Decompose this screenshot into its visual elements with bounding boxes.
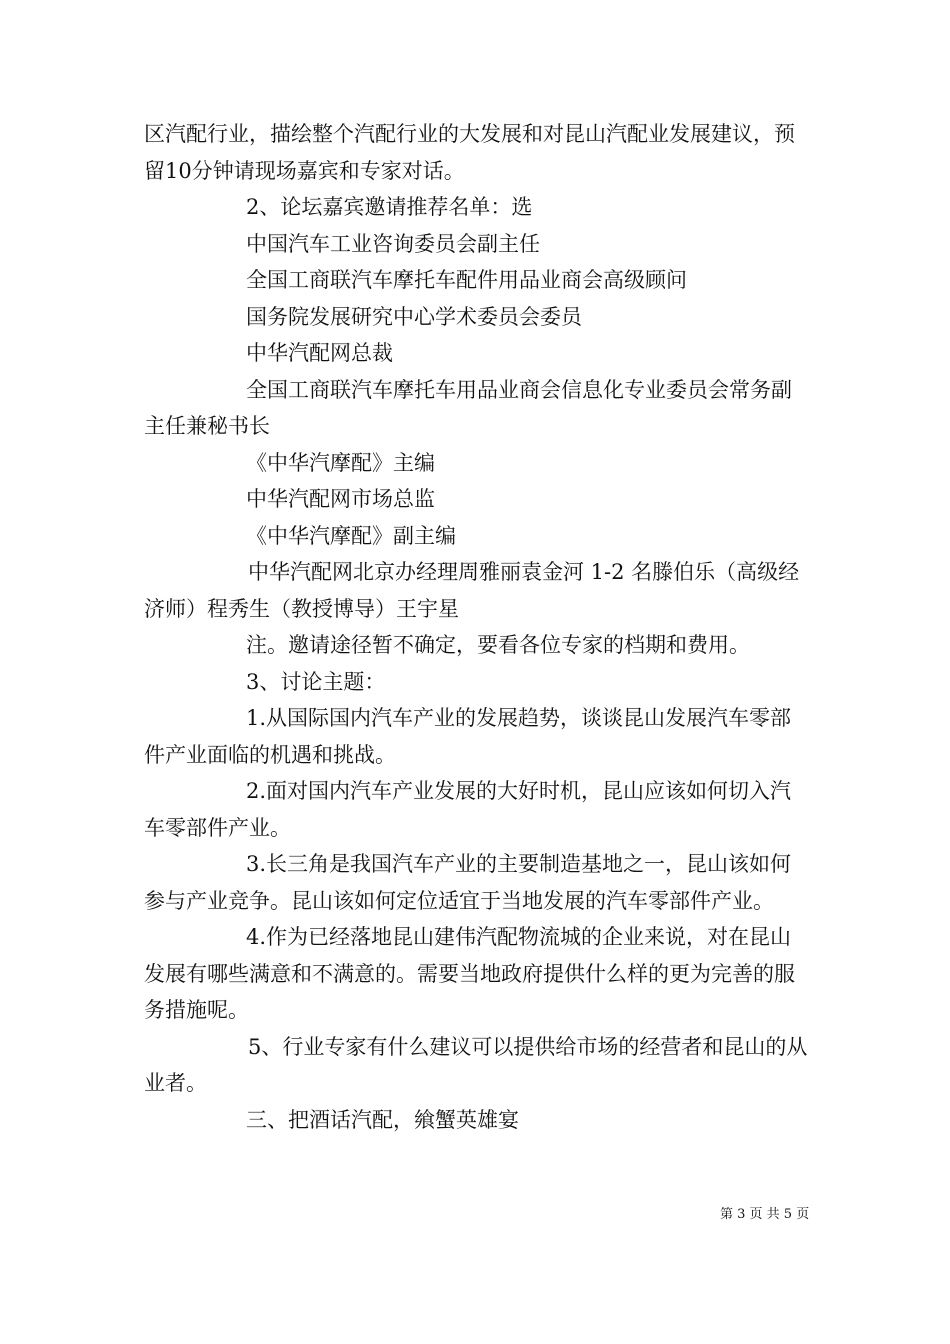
paragraph: 国务院发展研究中心学术委员会委员 bbox=[246, 304, 582, 329]
paragraph: 4.作为已经落地昆山建伟汽配物流城的企业来说，对在昆山发展有哪些满意和不满意的。需要当地政府提供什么样的更为完善的服务措施呢。 bbox=[144, 925, 795, 1022]
paragraph: 2.面对国内汽车产业发展的大好时机，昆山应该如何切入汽车零部件产业。 bbox=[144, 779, 792, 840]
paragraph: 注。邀请途径暂不确定，要看各位专家的档期和费用。 bbox=[246, 633, 750, 657]
paragraph: 3.长三角是我国汽车产业的主要制造基地之一，昆山该如何参与产业竞争。昆山该如何定位适宜于当地发展的汽车零部件产业。 bbox=[144, 852, 792, 913]
paragraph: 中华汽配网总裁 bbox=[246, 341, 393, 365]
paragraph: 全国工商联汽车摩托车配件用品业商会高级顾问 bbox=[246, 268, 687, 292]
paragraph: 全国工商联汽车摩托车用品业商会信息化专业委员会常务副主任兼秘书长 bbox=[144, 377, 792, 438]
paragraph: 《中华汽摩配》副主编 bbox=[246, 523, 456, 548]
paragraph: 三、把酒话汽配，飨蟹英雄宴 bbox=[246, 1107, 519, 1132]
paragraph: 5、行业专家有什么建议可以提供给市场的经营者和昆山的从业者。 bbox=[144, 1034, 808, 1095]
paragraph: 中国汽车工业咨询委员会副主任 bbox=[246, 231, 540, 256]
page-number-footer: 第 3 页 共 5 页 bbox=[720, 1207, 810, 1222]
paragraph: 区汽配行业，描绘整个汽配行业的大发展和对昆山汽配业发展建议，预留10分钟请现场嘉宾和专家对话。 bbox=[144, 122, 795, 183]
paragraph: 2、论坛嘉宾邀请推荐名单：选 bbox=[246, 195, 533, 219]
paragraph: 1.从国际国内汽车产业的发展趋势，谈谈昆山发展汽车零部件产业面临的机遇和挑战。 bbox=[144, 706, 792, 767]
paragraph: 3、讨论主题： bbox=[246, 669, 386, 694]
document-body bbox=[144, 116, 812, 1138]
paragraph: 《中华汽摩配》主编 bbox=[246, 450, 435, 475]
paragraph: 中华汽配网北京办经理周雅丽袁金河 1-2 名滕伯乐（高级经济师）程秀生（教授博导）王宇星 bbox=[144, 560, 800, 621]
paragraph: 中华汽配网市场总监 bbox=[246, 487, 435, 511]
